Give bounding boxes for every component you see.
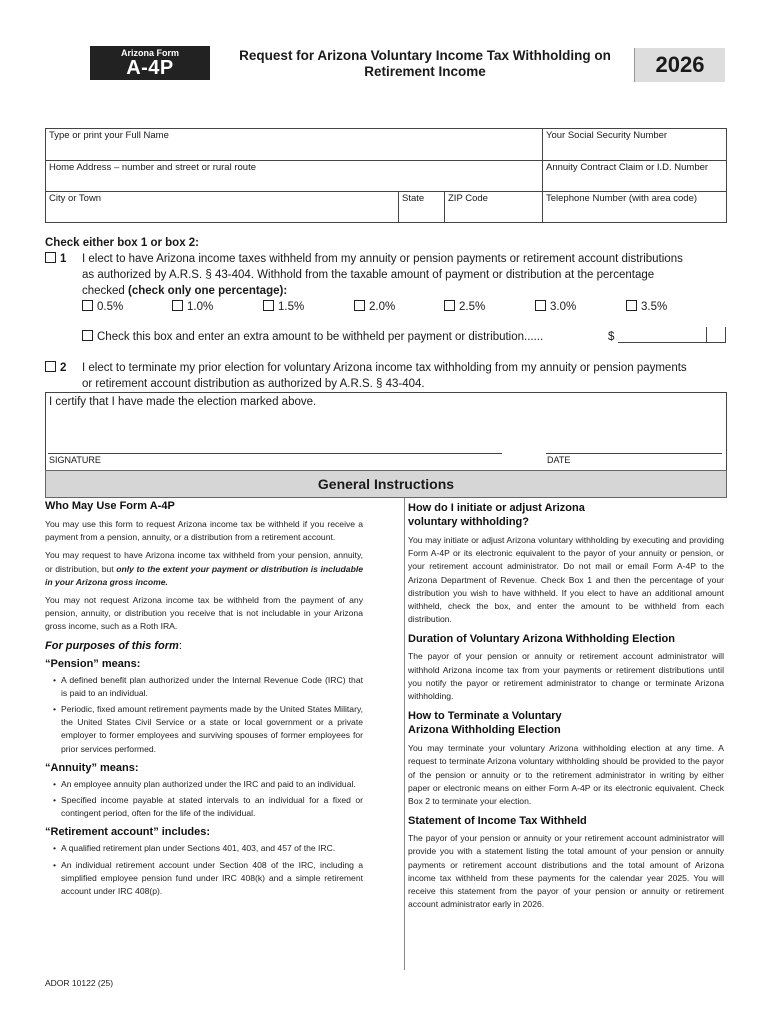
pct-option-1[interactable] — [172, 300, 213, 315]
extra-amount-label: Check this box and enter an extra amount to be withheld per payment or distribution...... — [97, 331, 544, 343]
form-title-line-1: Request for Arizona Voluntary Income Tax Withholding on — [239, 48, 611, 63]
personal-info-table — [45, 128, 727, 223]
statement-heading: Statement of Income Tax Withheld — [408, 815, 587, 828]
check-only-one: (check only one percentage) — [128, 285, 284, 297]
certification-box — [45, 392, 727, 471]
annuity-item: • An employee annuity plan authorized under the IRC and paid to an individual. — [45, 778, 363, 791]
date-label: DATE — [547, 455, 571, 465]
annuity-list — [45, 778, 363, 821]
pension-item: • Periodic, fixed amount retirement payments made by the United States Military, the United States Civil Service or a state or local government or a private employer to former employees and surviving spouses of former employees for prior services performed. — [45, 703, 363, 756]
pct-option-5[interactable] — [535, 300, 576, 315]
box-1-line-3 — [82, 284, 287, 299]
initiate-heading — [408, 501, 724, 529]
who-paragraph-1: You may use this form to request Arizona income tax be withheld if you receive a payment from a pension, annuity, or a distribution from a retirement account. — [45, 519, 363, 543]
telephone-field[interactable] — [543, 192, 726, 222]
pct-checkbox-3[interactable] — [354, 300, 365, 311]
pct-label-3: 2.0% — [369, 301, 396, 313]
signature-label: SIGNATURE — [49, 455, 101, 465]
right-column — [408, 501, 724, 911]
pct-label-2: 1.5% — [278, 301, 305, 313]
tax-year: 2026 — [634, 48, 725, 82]
terminate-heading-line-2: Arizona Withholding Election — [408, 724, 561, 737]
form-id-block — [90, 46, 210, 80]
annuity-item: • Specified income payable at stated intervals to an individual for a fixed or contingent period, often for the life of the individual. — [45, 794, 363, 820]
column-divider — [404, 498, 405, 970]
initiate-paragraph: You may initiate or adjust Arizona voluntary withholding by executing and providing Form A-4P or its electronic equivalent to the payor of your annuity or pension, or your retirement account administrator. Do not mail or email Form A-4P to the Arizona Department of Revenue. Check Box 1 and then the percentage of your distribution you wish to have withheld. If you elect to have an additional amount withheld, check the box, and enter the amount to be withheld from each distribution. — [408, 535, 724, 625]
terminate-paragraph: You may terminate your voluntary Arizona withholding election at any time. A request to terminate Arizona voluntary withholding should be provided to the payor of the pension or annuity or to the retirement administrator in writing by either paper or electronic means on either Form A-4P or its electronic equivalent. Check Box 2 to terminate your election. — [408, 743, 724, 807]
pct-label-5: 3.0% — [550, 301, 577, 313]
box-1-line-1: I elect to have Arizona income taxes withheld from my annuity or pension payments or retirement account distributions — [82, 253, 683, 265]
extra-amount-row — [82, 330, 543, 345]
box-2-row — [45, 361, 66, 376]
terminate-heading — [408, 709, 724, 737]
pct-label-4: 2.5% — [459, 301, 486, 313]
purposes-text: For purposes of this form — [45, 639, 179, 652]
home-address-field[interactable] — [46, 161, 542, 191]
home-address-label: Home Address – number and street or rural route — [49, 162, 256, 173]
state-label: State — [402, 193, 425, 204]
box-2-line-1: I elect to terminate my prior election for voluntary Arizona income tax withholding from my annuity or pension payments — [82, 362, 687, 374]
pct-checkbox-2[interactable] — [263, 300, 274, 311]
who-heading: Who May Use Form A-4P — [45, 500, 175, 512]
ssn-field[interactable] — [543, 129, 726, 160]
telephone-label: Telephone Number (with area code) — [546, 193, 698, 204]
box-1-number: 1 — [60, 253, 67, 265]
form-title-line-2: Retirement Income — [364, 64, 486, 79]
state-field[interactable] — [399, 192, 444, 222]
box-2-line-2: or retirement account distribution as authorized by A.R.S. § 43-404. — [82, 378, 425, 390]
form-code: A-4P — [126, 57, 174, 79]
pct-label-0: 0.5% — [97, 301, 124, 313]
signature-line[interactable] — [48, 453, 502, 454]
ssn-label: Your Social Security Number — [546, 130, 668, 141]
dollar-sign: $ — [608, 331, 615, 343]
city-label: City or Town — [49, 193, 102, 204]
pct-option-3[interactable] — [354, 300, 395, 315]
annuity-id-label: Annuity Contract Claim or I.D. Number — [546, 162, 709, 173]
pct-label-1: 1.0% — [187, 301, 214, 313]
initiate-heading-line-1: How do I initiate or adjust Arizona — [408, 502, 585, 514]
pension-item: • A defined benefit plan authorized under the Internal Revenue Code (IRC) that is paid to an individual. — [45, 674, 363, 700]
statement-paragraph: The payor of your pension or annuity or your retirement account administrator will provide you with a statement listing the total amount of your pension or annuity payments or retirement account distributions and the total amount of Arizona income tax withheld from these payments for the calendar year 2025. You will receive this statement from the payor of your pension or annuity or retirement account administrator early in 2026. — [408, 833, 724, 910]
extra-amount-input[interactable] — [618, 327, 726, 343]
terminate-heading-line-1: How to Terminate a Voluntary — [408, 710, 562, 723]
pct-label-6: 3.5% — [641, 301, 668, 313]
initiate-heading-line-2: voluntary withholding? — [408, 516, 529, 528]
pension-heading: “Pension” means: — [45, 657, 141, 670]
who-paragraph-3: You may not request Arizona income tax be withheld from the payment of any pension, annuity, or distribution you receive that is not includable in your Arizona gross income, such as a Roth IRA. — [45, 595, 363, 632]
full-name-label: Type or print your Full Name — [49, 130, 169, 141]
retirement-list — [45, 842, 363, 898]
election-heading: Check either box 1 or box 2: — [45, 237, 200, 249]
who-paragraph-2 — [45, 549, 363, 589]
left-column — [45, 499, 363, 898]
box-1-line-2: as authorized by A.R.S. § 43-404. Withhold from the taxable amount of payment or distribution at the percentage — [82, 269, 655, 281]
certify-text: I certify that I have made the election marked above. — [49, 396, 317, 408]
duration-heading: Duration of Voluntary Arizona Withholding Election — [408, 633, 675, 646]
date-line[interactable] — [546, 453, 722, 454]
pct-option-4[interactable] — [444, 300, 485, 315]
purposes-colon: : — [178, 639, 182, 652]
box-1-row — [45, 252, 66, 267]
who-paragraph-2-text: You may request to have Arizona income tax withheld from your pension, annuity, or distribution, but — [45, 550, 363, 574]
annuity-id-field[interactable] — [543, 161, 726, 191]
form-title — [216, 48, 634, 80]
box-1-line-3-pre: checked — [82, 285, 129, 297]
pct-checkbox-6[interactable] — [626, 300, 637, 311]
pct-option-2[interactable] — [263, 300, 304, 315]
pct-checkbox-1[interactable] — [172, 300, 183, 311]
retirement-heading: “Retirement account” includes: — [45, 826, 211, 839]
zip-field[interactable] — [445, 192, 542, 222]
annuity-heading: “Annuity” means: — [45, 761, 139, 774]
pct-checkbox-0[interactable] — [82, 300, 93, 311]
city-field[interactable] — [46, 192, 398, 222]
pct-option-0[interactable] — [82, 300, 123, 315]
pension-list — [45, 674, 363, 756]
pct-option-6[interactable] — [626, 300, 667, 315]
box-1-checkbox[interactable] — [45, 252, 56, 263]
pct-checkbox-4[interactable] — [444, 300, 455, 311]
general-instructions-title: General Instructions — [45, 470, 727, 498]
who-paragraph-2-emphasis: only to the extent your payment or distribution is includable in your Arizona gross income. — [45, 563, 364, 587]
zip-label: ZIP Code — [448, 193, 488, 204]
box-2-number: 2 — [60, 362, 67, 374]
retirement-item: • A qualified retirement plan under Sections 401, 403, and 457 of the IRC. — [45, 842, 363, 855]
purposes-heading — [45, 639, 363, 653]
duration-paragraph: The payor of your pension or annuity or retirement account administrator will withhold Arizona income tax from your payments or retirement distributions until you notify the payor or retirement administrator to change or terminate Arizona withholding. — [408, 651, 724, 702]
form-footer: ADOR 10122 (25) — [45, 978, 114, 988]
box-1-line-3-post: : — [283, 285, 288, 297]
extra-amount-checkbox[interactable] — [82, 330, 93, 341]
pct-checkbox-5[interactable] — [535, 300, 546, 311]
box-2-checkbox[interactable] — [45, 361, 56, 372]
full-name-field[interactable] — [46, 129, 542, 160]
retirement-item: • An individual retirement account under Section 408 of the IRC, including a simplified employee pension fund under IRC 408(k) and a simple retirement account under IRC 408(p). — [45, 859, 363, 899]
form-label: Arizona Form — [120, 48, 179, 58]
